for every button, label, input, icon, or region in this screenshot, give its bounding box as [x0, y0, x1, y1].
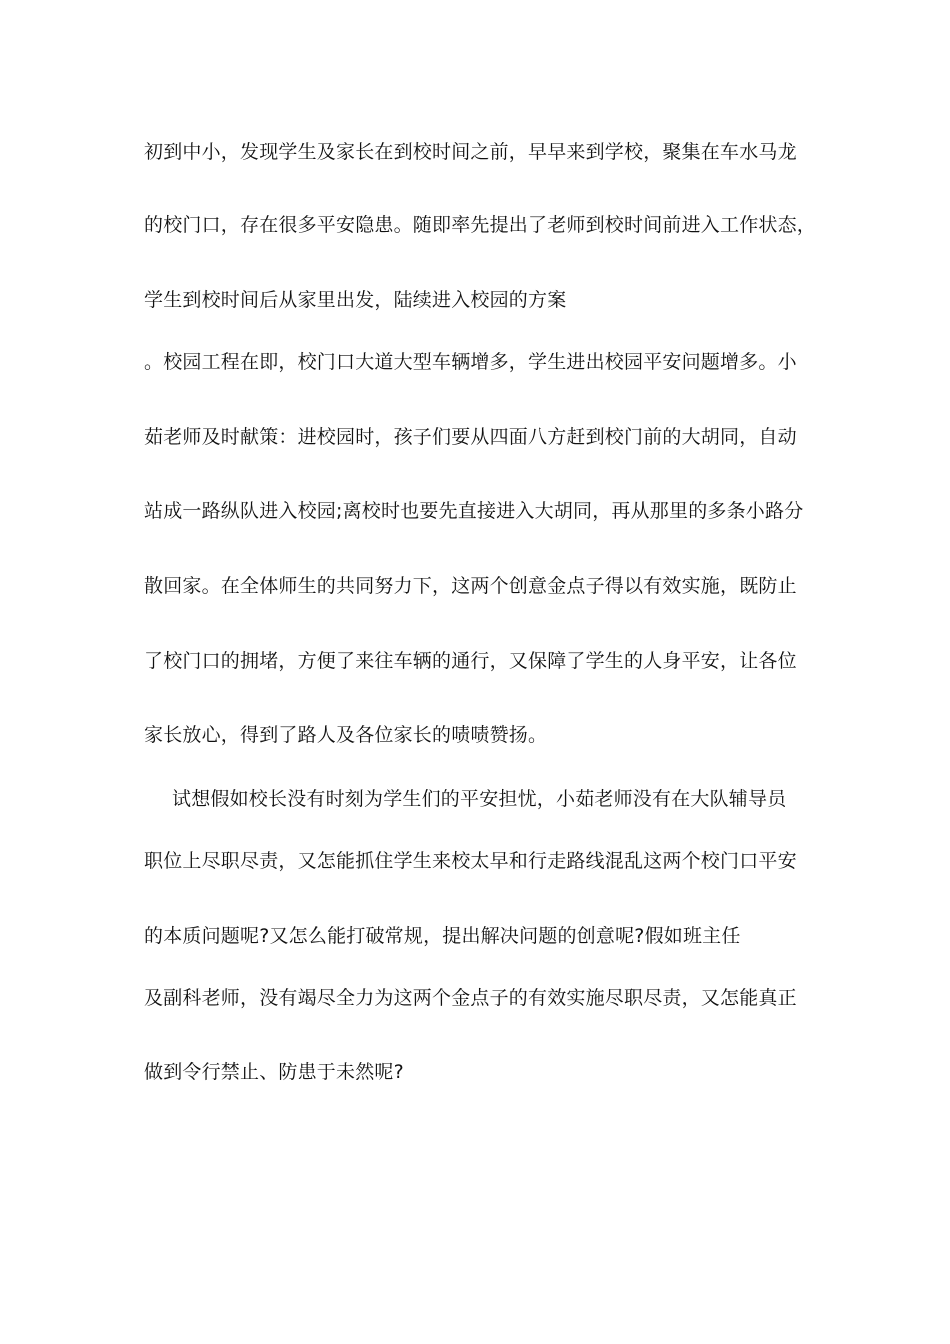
paragraph-line-3: 学生到校时间后从家里出发，陆续进入校园的方案: [144, 289, 567, 311]
paragraph-line-8: 了校门口的拥堵，方便了来往车辆的通行，又保障了学生的人身平安，让各位: [144, 650, 797, 672]
paragraph-line-11: 职位上尽职尽责，又怎能抓住学生来校太早和行走路线混乱这两个校门口平安: [144, 850, 797, 872]
paragraph-line-13: 及副科老师，没有竭尽全力为这两个金点子的有效实施尽职尽责，又怎能真正: [144, 987, 797, 1009]
paragraph-line-10: 试想假如校长没有时刻为学生们的平安担忧，小茹老师没有在大队辅导员: [172, 788, 787, 810]
paragraph-line-9: 家长放心，得到了路人及各位家长的啧啧赞扬。: [144, 724, 548, 746]
paragraph-line-2: 的校门口，存在很多平安隐患。随即率先提出了老师到校时间前进入工作状态，: [144, 214, 817, 236]
paragraph-line-12: 的本质问题呢?又怎么能打破常规，提出解决问题的创意呢?假如班主任: [144, 925, 741, 947]
paragraph-line-14: 做到令行禁止、防患于未然呢?: [144, 1061, 404, 1083]
paragraph-line-5: 茹老师及时献策：进校园时，孩子们要从四面八方赶到校门前的大胡同，自动: [144, 426, 797, 448]
paragraph-line-1: 初到中小，发现学生及家长在到校时间之前，早早来到学校，聚集在车水马龙: [144, 141, 797, 163]
paragraph-line-6: 站成一路纵队进入校园;离校时也要先直接进入大胡同，再从那里的多条小路分: [144, 500, 804, 522]
paragraph-line-4: 。校园工程在即，校门口大道大型车辆增多，学生进出校园平安问题增多。小: [144, 351, 797, 373]
paragraph-line-7: 散回家。在全体师生的共同努力下，这两个创意金点子得以有效实施，既防止: [144, 575, 797, 597]
